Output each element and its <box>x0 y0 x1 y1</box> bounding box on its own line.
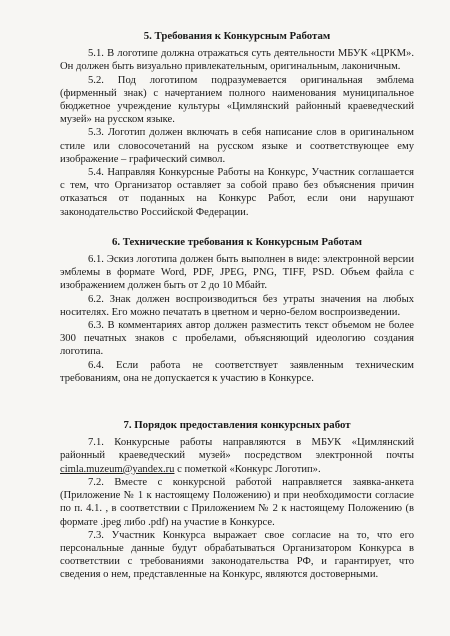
paragraph-7-2: 7.2. Вместе с конкурсной работой направляется заявка-анкета (Приложение № 1 к настоящему Положению) и при необходимости согласие по п. 4.1. , в соответствии с Приложением № 2 к настоящему Положению (в формате .jpeg либо .pdf) на участие в Конкурсе. <box>60 476 414 528</box>
section-heading: 7. Порядок предоставления конкурсных работ <box>123 419 351 432</box>
section-5-requirements <box>60 30 414 219</box>
paragraph-7-1-text: 7.1. Конкурсные работы направляются в МБУК «Цимлянский районный краеведческий музей» посредством электронной почты <box>60 437 414 462</box>
paragraph-5-4: 5.4. Направляя Конкурсные Работы на Конкурс, Участник соглашается с тем, что Организатор оставляет за собой право без объяснения причин отказаться от поданных на Конкурс Работ, если они нарушают законодательство Российской Федерации. <box>60 167 414 218</box>
paragraph-6-2: 6.2. Знак должен воспроизводиться без утраты значения на любых носителях. Его можно печатать в цветном и черно-белом воспроизведении. <box>60 293 414 318</box>
paragraph-6-1: 6.1. Эскиз логотипа должен быть выполнен в виде: электронной версии эмблемы в формате Word, PDF, JPEG, PNG, TIFF, PSD. Объем файла с изображением должен быть от 2 до 10 Мбайт. <box>60 254 414 292</box>
paragraph-6-3: 6.3. В комментариях автор должен разместить текст объемом не более 300 печатных знаков с пробелами, объясняющий идеологию создания логотипа. <box>60 320 414 358</box>
paragraph-6-4: 6.4. Если работа не соответствует заявленным техническим требованиям, она не допускается к участию в Конкурсе. <box>60 359 414 384</box>
paragraph-7-3: 7.3. Участник Конкурса выражает свое согласие на то, что его персональные данные будут обрабатываться Организатором Конкурса в соответствии с требованиями законодательства РФ, и гарантирует, что сведения о нем, представленные на Конкурс, являются достоверными. <box>60 529 414 581</box>
paragraph-7-1-text-end: с пометкой «Конкурс Логотип». <box>174 463 321 475</box>
paragraph-5-2: 5.2. Под логотипом подразумевается оригинальная эмблема (фирменный знак) с начертанием полного наименования муниципальное бюджетное учреждение культуры «Цимлянский районный краеведческий музей» на русском языке. <box>60 74 414 126</box>
section-heading: 6. Технические требования к Конкурсным Работам <box>111 235 363 248</box>
section-heading: 5. Требования к Конкурсным Работам <box>143 30 331 42</box>
paragraph-5-3: 5.3. Логотип должен включать в себя написание слов в оригинальном стиле или словосочетаний на русском языке и соответствующее ему изображение – графический символ. <box>60 127 414 165</box>
email-link[interactable]: cimla.muzeum@yandex.ru <box>60 463 175 475</box>
section-6-technical-requirements <box>60 236 414 385</box>
paragraph-7-1 <box>60 436 414 476</box>
section-7-submission <box>60 419 414 581</box>
paragraph-5-1: 5.1. В логотипе должна отражаться суть деятельности МБУК «ЦРКМ». Он должен быть визуально привлекательным, оригинальным, лаконичным. <box>60 48 414 73</box>
